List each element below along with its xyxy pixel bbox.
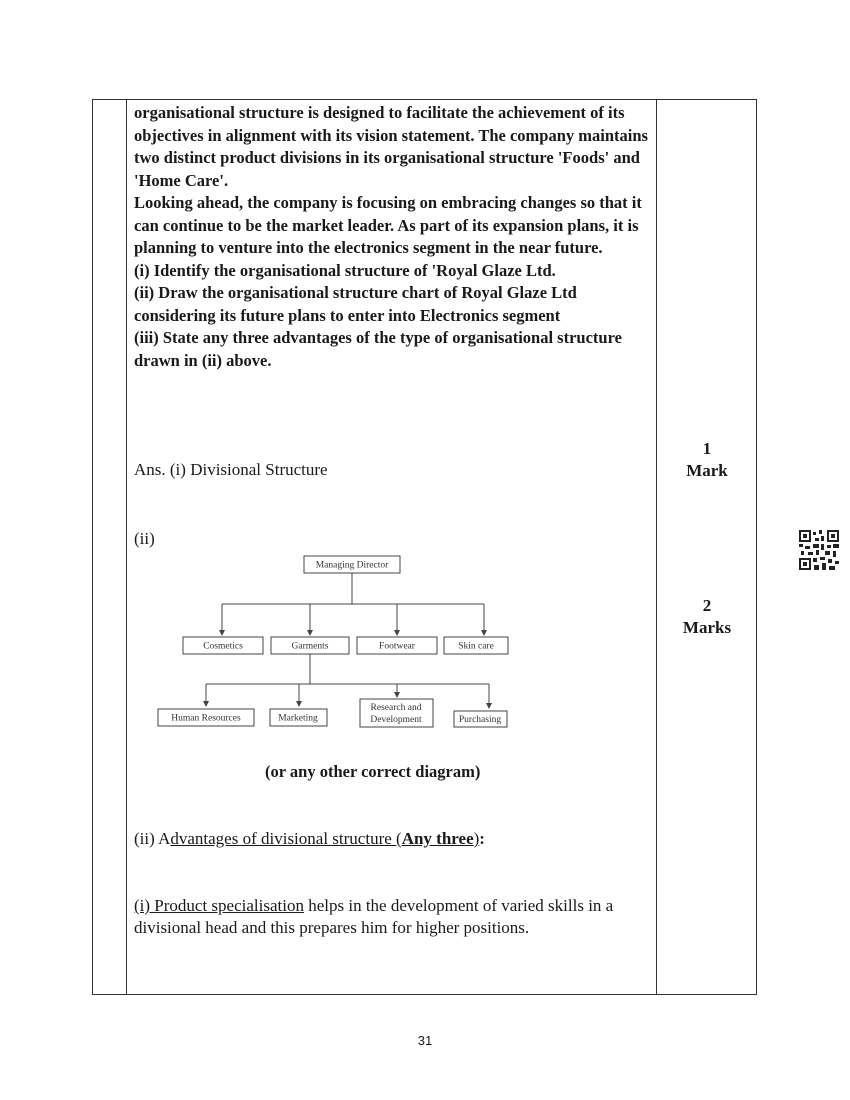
chart-label-division: Garments [291, 641, 329, 652]
chart-label-function: Human Resources [171, 713, 241, 724]
chart-label-function: Research and [370, 703, 422, 713]
question-part-i: (i) Identify the organisational structure of 'Royal Glaze Ltd. [134, 260, 556, 280]
question-paragraph: Looking ahead, the company is focusing on embracing changes so that it can continue to be the market leader. As part of its expansion plans, it is planning to venture into the electronics segment in the near future. [134, 193, 642, 257]
advantages-heading-bold: Any three [401, 829, 474, 848]
chart-arrowheads [203, 630, 492, 709]
marks-label: Mark [686, 461, 728, 480]
table-divider [126, 99, 127, 995]
question-part-ii: (ii) Draw the organisational structure chart of Royal Glaze Ltd considering its future plans to enter into Electronics segment [134, 283, 577, 325]
advantages-heading-text: dvantages of divisional structure ( [170, 829, 402, 848]
qr-code-icon [799, 530, 839, 570]
question-text [134, 102, 649, 372]
marks-number: 2 [702, 596, 712, 615]
chart-label-division: Skin care [458, 641, 494, 652]
chart-label-top: Managing Director [315, 560, 389, 571]
chart-label-division: Cosmetics [203, 641, 243, 652]
chart-label-function: Marketing [278, 713, 318, 724]
advantages-heading-underlined [170, 829, 479, 848]
advantages-prefix: (ii) A [134, 829, 171, 848]
advantages-heading-colon: : [479, 829, 485, 848]
page-number: 31 [417, 1033, 433, 1048]
question-paragraph: organisational structure is designed to facilitate the achievement of its objectives in alignment with its vision statement. The company maintains two distinct product divisions in its organisational structure 'Foods' and 'Home Care'. [134, 103, 648, 190]
chart-label-function: Development [370, 715, 422, 725]
advantages-heading-close: ) [473, 829, 480, 848]
org-chart [150, 550, 520, 735]
marks-part-ii [657, 595, 757, 639]
diagram-note: (or any other correct diagram) [265, 762, 481, 781]
chart-label-function: Purchasing [458, 715, 502, 725]
answer-part-ii-label: (ii) [134, 529, 155, 548]
chart-label-division: Footwear [379, 641, 415, 652]
answer-part-i: Ans. (i) Divisional Structure [134, 460, 328, 479]
advantage-point-1-title: (i) Product specialisation [134, 896, 304, 915]
advantages-heading [134, 828, 485, 850]
marks-number: 1 [702, 439, 712, 458]
marks-part-i [657, 438, 757, 482]
table-divider [656, 99, 657, 995]
advantage-point-1-text: helps in the development of varied skills in a divisional head and this prepares him for higher positions. [134, 896, 614, 937]
marks-label: Marks [682, 618, 732, 637]
advantage-point-1 [134, 895, 646, 939]
question-part-iii: (iii) State any three advantages of the type of organisational structure drawn in (ii) above. [134, 328, 622, 370]
